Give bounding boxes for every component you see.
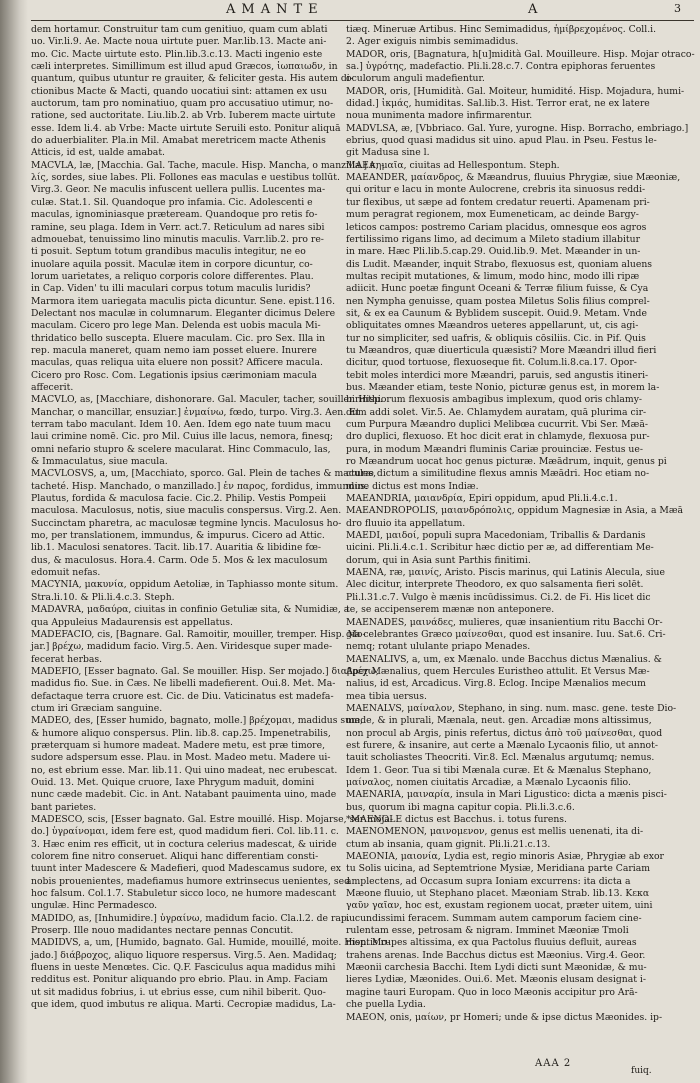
- text-line: dis Ludit. Mæander, inquit Strabo, flexuosus est, quoniam aluens: [346, 258, 653, 270]
- text-line: maculas, ignominiasque præteream. Quandoque pro retis fo-: [31, 209, 318, 221]
- text-line: MADEFACIO, cis, [Bagnare. Gal. Ramoitir, mouiller, tremper. Hisp. Mo-: [31, 628, 366, 640]
- text-line: maculosa. Maculosus, notis, siue maculis conspersus. Virg.2. Aen.: [31, 505, 342, 517]
- text-line: dicitur, quod tortuose, flexuoseque fit. Colum.li.8.ca.17. Opor-: [346, 357, 637, 369]
- text-line: fertilissimo rigans limo, ad decimum a Mileto stadium illabitur: [346, 233, 641, 245]
- signature-mark: AAA 2: [535, 1058, 572, 1069]
- text-line: amplectens, ad Occasum supra Ioniam excurrens: ita dicta a: [346, 875, 631, 887]
- text-line: omni nefario stupro & scelere macularat. Hinc Commaculo, las,: [31, 443, 331, 455]
- text-line: MADOR, oris, [Bagnatura, h[u]midità Gal. Mouilleure. Hisp. Mojar otraco-: [346, 48, 695, 60]
- text-line: trahens arenas. Inde Bacchus dictus est Mæonius. Virg.4. Geor.: [346, 949, 646, 961]
- text-line: tur flexibus, ut sæpe ad fontem credatur reuerti. Apamenam pri-: [346, 196, 650, 208]
- text-line: madidus fio. Sue. in Cæs. Ne libelli madefierent. Oui.8. Met. Ma-: [31, 678, 336, 690]
- text-line: MACVLOSVS, a, um, [Macchiato, sporco. Gal. Plein de taches & macules,: [31, 468, 377, 480]
- text-line: tebit moles interdici more Mæandri, paruis, sed angustis itineri-: [346, 369, 649, 381]
- text-line: noua munimenta madore infirmarentur.: [346, 110, 533, 122]
- text-line: MADOR, oris, [Humidità. Gal. Moiteur, humidité. Hisp. Mojadura, humi-: [346, 85, 685, 97]
- text-line: MAENOMENON, μαινομενον, genus est mellis uenenati, ita di-: [346, 826, 644, 838]
- text-line: nemq; rotant ululante priapo Menades.: [346, 641, 531, 653]
- text-line: 3. Hæc enim res efficit, ut in coctura celerius madescat, & uiride: [31, 838, 337, 850]
- text-line: redditus est. Ponitur aliquando pro ebrio. Plau. in Amp. Faciam: [31, 974, 328, 986]
- text-line: Mæonii carchesia Bacchi. Item Lydi dicti sunt Mæonidæ, & mu-: [346, 962, 647, 974]
- text-line: Atticis, id est, ualde amabat.: [31, 147, 165, 159]
- text-line: MAEANDROPOLIS, μαιανδρόπολις, oppidum Magnesiæ in Asia, a Mæā: [346, 505, 684, 517]
- text-line: MAENADES, μαινάδες, mulieres, quæ insanientium ritu Bacchi Or-: [346, 616, 663, 628]
- text-line: MAEONIA, μαιονία, Lydia est, regio minoris Asiæ, Phrygiæ ab exor: [346, 851, 664, 863]
- text-line: in mare. Hæc Pli.lib.5.cap.29. Ouid.lib.9. Met. Mæander in un-: [346, 246, 641, 258]
- text-line: ratione, sed auctoritate. Liu.lib.2. ab Vrb. Iuberem macte uirtute: [31, 110, 336, 122]
- text-line: lieres Lydiæ, Mæonides. Oui.6. Met. Mæonis elusam designat i-: [346, 974, 646, 986]
- text-line: didad.] ἰκμάς, humiditas. Sal.lib.3. Hist. Terror erat, ne ex latere: [346, 98, 650, 110]
- text-line: colorem fine nitro conseruet. Aliqui hanc differentiam consti-: [31, 851, 319, 863]
- text-line: hoc falsum. Col.1.7. Stabuletur sicco loco, ne humore madescant: [31, 888, 336, 900]
- text-line: MAEON, onis, μαίων, pr Homeri; unde & ipse dictus Mæonides. ip-: [346, 1011, 663, 1023]
- text-line: te, se accipenserem mænæ non anteponere.: [346, 604, 555, 616]
- text-line: pura, in modum Mæandri fluminis Cariæ prouinciæ. Festus ue-: [346, 443, 643, 455]
- text-line: leticos campos: postremo Cariam placidus, omnesque eos agros: [346, 221, 647, 233]
- text-line: bus, quorum ibi magna capitur copia. Pli.li.3.c.6.: [346, 801, 575, 813]
- gutter-shadow: [0, 0, 28, 1083]
- text-line: jado.] διάβροχος, aliquo liquore respersus. Virg.5. Aen. Madidaq;: [31, 949, 337, 961]
- text-line: præterquam si humore madeat. Madere metu, est præ timore,: [31, 739, 326, 751]
- text-line: uo. Vir.li.9. Ae. Macte noua uirtute puer. Mar.lib.13. Macte ani-: [31, 36, 327, 48]
- text-line: oculorum anguli madefientur.: [346, 73, 485, 85]
- text-line: affecerit.: [31, 381, 74, 393]
- text-line: gia celebrantes Græco μαίνεσθαι, quod est insanire. Iuu. Sat.6. Cri-: [346, 628, 666, 640]
- text-line: no, est ebrium esse. Mar. lib.11. Qui uino madeat, nec erubescat.: [31, 764, 338, 776]
- text-line: tu Solis uicina, ad Septemtrione Mysiæ, Meridiana parte Cariam: [346, 863, 650, 875]
- text-line: ctum ab insania, quam gignit. Pli.li.21.c.13.: [346, 838, 551, 850]
- text-line: git Madusa sine l.: [346, 147, 430, 159]
- text-line: MADIDO, as, [Inhumidire.] ὑγραίνω, madidum facio. Cla.l.2. de rap.: [31, 912, 350, 924]
- text-line: ebrius, quod quasi madidus sit uino. apud Plau. in Pseu. Festus le-: [346, 135, 657, 147]
- text-line: MAENARIA, μαιναρία, insula in Mari Ligustico: dicta a mænis pisci-: [346, 789, 667, 801]
- text-line: Cicero pro Rosc. Com. Legationis ipsius cærimoniam macula: [31, 369, 317, 381]
- text-line: Mæone fluuio, ut Stephano placet. Mæoniam Strab. lib.13. Κεκα: [346, 888, 650, 900]
- text-line: ctum iri Græciam sanguine.: [31, 702, 163, 714]
- text-line: fecerat herbas.: [31, 653, 103, 665]
- text-line: esse. Idem li.4. ab Vrbe: Macte uirtute Seruili esto. Ponitur aliquā: [31, 122, 341, 134]
- text-line: rep. macula maneret, quam nemo iam posset eluere. Inurere: [31, 344, 317, 356]
- text-line: dro duplici, flexuoso. Et hoc dicit erat in chlamyde, flexuosa pur-: [346, 431, 650, 443]
- text-line: MADEO, des, [Esser humido, bagnato, molle.] βρέχομαι, madidus sum,: [31, 715, 363, 727]
- text-line: Stra.li.10. & Pli.li.4.c.3. Steph.: [31, 591, 175, 603]
- text-line: tiæq. Mineruæ Artibus. Hinc Semimadidus, ἡμίβρεχομένος. Coll.i.: [346, 24, 657, 35]
- text-line: dum addi solet. Vir.5. Ae. Chlamydem auratam, quā plurima cir-: [346, 406, 647, 418]
- text-line: MAEANDER, μαίανδρος, & Mæandrus, fluuius Phrygiæ, siue Mæoniæ,: [346, 172, 681, 184]
- text-line: Manchar, o mancillar, ensuziar.] ἐνμαίνω, fœdo, turpo. Virg.3. Aen. Et: [31, 406, 360, 418]
- text-line: 2. Ager exiguis nimbis semimadidus.: [346, 36, 519, 48]
- text-line: qui oritur e lacu in monte Aulocrene, crebris ita sinuosus reddi-: [346, 184, 646, 196]
- text-line: & humore aliquo conspersus. Plin. lib.8. cap.25. Impenetrabilis,: [31, 727, 331, 739]
- text-line: qua Appuleius Madaurensis est appellatus.: [31, 616, 233, 628]
- text-line: ctionibus Macte & Macti, quando uocatiui sint: attamen ex usu: [31, 85, 327, 97]
- text-line: Virg.3. Geor. Ne maculis infuscent uellera pullis. Lucentes ma-: [31, 184, 326, 196]
- text-line: mo, per translationem, immundus, & impurus. Cicero ad Attic.: [31, 530, 325, 542]
- text-line: Succinctam pharetra, ac maculosæ tegmine lyncis. Maculosus ho-: [31, 517, 342, 529]
- text-line: MADESCO, scis, [Esser bagnato. Gal. Estre mouillé. Hisp. Mojarse, ser moja-: [31, 814, 393, 825]
- text-line: tu Mæandros, quæ diuerticula quæsisti? More Mæandri illud fieri: [346, 344, 657, 356]
- page-number: 3: [674, 2, 681, 15]
- text-line: MAENALVS, μαίναλον, Stephano, in sing. num. masc. gene. teste Dio-: [346, 702, 677, 714]
- text-line: nalius, id est, Arcadicus. Virg.8. Eclog. Incipe Mænalios mecum: [346, 678, 646, 690]
- text-line: obliquitates omnes Mæandros ueteres appellarunt, ut, cis agi-: [346, 320, 639, 332]
- text-line: mea tibia uersus.: [346, 690, 427, 702]
- text-line: thridatico bello suscepta. Eluere maculam. Cic. pro Sex. Illa in: [31, 332, 326, 344]
- text-line: ro Mæandrum uocat hoc genus picturæ. Mæādrum, inquit, genus pi: [346, 456, 667, 468]
- text-line: dus, & maculosus. Hora.4. Carm. Ode 5. Mos & lex maculosum: [31, 554, 328, 566]
- text-line: ti posuit. Septum totum grandibus maculis integitur, ne eo: [31, 246, 306, 258]
- text-line: μαίναλος, nomen ciuitatis Arcadiæ, a Mænalo Lycaonis filio.: [346, 776, 631, 788]
- text-line: MACYNIA, μακυνία, oppidum Aetoliæ, in Taphiasso monte situm.: [31, 579, 339, 591]
- text-line: cturæ dictum a similitudine flexus amnis Mæādri. Hoc etiam no-: [346, 468, 650, 480]
- text-line: Marmora item uariegata maculis picta dicuntur. Sene. epist.116.: [31, 295, 336, 307]
- text-line: *MAENOLE dictus est Bacchus. i. totus furens.: [346, 814, 567, 825]
- text-line: nen Nympha genuisse, quam postea Miletus Solis filius comprel-: [346, 295, 650, 307]
- text-line: MADEFIO, [Esser bagnato. Gal. Se mouiller. Hisp. Ser mojado.] διαβρέχω,: [31, 665, 379, 677]
- text-line: montis rupes altissima, ex qua Pactolus fluuius defluit, aureas: [346, 937, 637, 949]
- text-line: bus. Mæander etiam, teste Nonio, picturæ genus est, in morem la-: [346, 381, 660, 393]
- text-line: mine dictus est mons Indiæ.: [346, 480, 479, 492]
- text-line: cum Purpura Mæandro duplici Melibœa cucurrit. Vbi Ser. Mæā-: [346, 419, 648, 430]
- text-line: sit, & ex ea Caunum & Byblidem suscepit. Ouid.9. Metam. Vnde: [346, 307, 647, 319]
- text-line: MAEA, μαῖα, ciuitas ad Hellespontum. Steph.: [346, 159, 560, 171]
- text-line: MAENALIVS, a, um, ex Mænalo. unde Bacchus dictus Mænalius. &: [346, 653, 662, 665]
- text-line: dem hortamur. Construitur tam cum genitiuo, quam cum ablati: [31, 24, 328, 35]
- text-line: iucundissimi feracem. Summam autem camporum faciem cine-: [346, 912, 642, 924]
- text-line: MAEANDRIA, μαιανδρία, Epiri oppidum, apud Pli.li.4.c.1.: [346, 493, 618, 505]
- text-line: ungulæ. Hinc Permadesco.: [31, 900, 158, 912]
- text-line: Proserp. Ille nouo madidantes nectare pennas Concutit.: [31, 925, 294, 937]
- running-header: [0, 2, 700, 20]
- text-line: non procul ab Argis, pinis refertus, dictus ἀπὸ τοῦ μαίνεσθαι, quod: [346, 727, 663, 739]
- text-line: tuunt inter Madescere & Madefieri, quod Madescamus sudore, ex: [31, 863, 342, 875]
- text-line: mum peragrat regionem, mox Eumeneticam, ac deinde Bargy-: [346, 209, 639, 221]
- text-line: sudore adspersum esse. Plau. in Most. Madeo metu. Madere ui-: [31, 752, 331, 764]
- text-line: laui crimine nomē. Cic. pro Mil. Cuius ille lacus, nemora, finesq;: [31, 431, 334, 443]
- text-line: ramine, seu plaga. Idem in Verr. act.7. Reticulum ad nares sibi: [31, 221, 325, 233]
- text-line: MADVLSA, æ, [Vbbriaco. Gal. Yure, yurogne. Hisp. Borracho, embriago.]: [346, 122, 689, 134]
- text-line: maculas, quas reliqua uita eluere non possit? Afficere macula.: [31, 357, 323, 369]
- text-line: magine tauri Europam. Quo in loco Mæonis accipitur pro Arā-: [346, 986, 638, 998]
- text-line: jar.] βρέχω, madidum facio. Virg.5. Aen. Viridesque super made-: [31, 641, 333, 653]
- text-line: quantum, quibus utuntur re grauiter, & feliciter gesta. His autem di-: [31, 73, 353, 85]
- text-line: ut sit madidus fobrius, i. ut ebrius esse, cum nihil biberit. Quo-: [31, 986, 326, 998]
- text-line: tauit scholiastes Theocriti. Vir.8. Ecl. Mænalus argutumq; nemus.: [346, 752, 655, 764]
- text-line: do.] ὑγραίνομαι, idem fere est, quod madidum fieri. Col. lib.11. c.: [31, 826, 339, 838]
- text-line: Alec dicitur, interprete Theodoro, ex quo salsamenta fieri solēt.: [346, 579, 644, 591]
- text-line: Delectant nos maculæ in columnarum. Eleganter dicimus Delere: [31, 307, 336, 319]
- text-line: mo. Cic. Macte uirtute esto. Plin.lib.3.c.13. Macti ingenio este: [31, 48, 323, 60]
- text-line: admouebat, tenuissimo lino minutis maculis. Varr.lib.2. pro re-: [31, 233, 324, 245]
- text-line: MAENA, ræ, μαινίς, Aristo. Piscis marinus, qui Latinis Alecula, siue: [346, 567, 665, 579]
- text-line: MACVLO, as, [Macchiare, dishonorare. Gal. Maculer, tacher, souiller. Hisp.: [31, 394, 383, 406]
- right-column: [346, 24, 695, 1024]
- text-line: MADAVRA, μαδαύρα, ciuitas in confinio Getuliæ sita, & Numidiæ, a: [31, 604, 350, 616]
- text-line: nunc cæde madebit. Cic. in Ant. Natabant pauimenta uino, made: [31, 789, 337, 801]
- text-line: adiicit. Hunc poetæ fingunt Oceani & Terræ filium fuisse, & Cya: [346, 283, 649, 295]
- text-line: maculam. Cicero pro lege Man. Delenda est uobis macula Mi-: [31, 320, 321, 332]
- text-line: rulentam esse, petrosam & nigram. Imminet Mæoniæ Tmoli: [346, 925, 629, 937]
- header-left: AMANTE: [226, 2, 324, 17]
- text-line: tacheté. Hisp. Manchado, o manzillado.] ἐν παρος, fordidus, immundus.: [31, 480, 368, 492]
- text-line: nobis prouenientes, madefiamus humore extrinsecus uenientes, sed: [31, 875, 351, 887]
- text-line: & Immaculatus, siue macula.: [31, 456, 168, 468]
- text-line: MAEDI, μαιδοί, populi supra Macedoniam, Triballis & Dardanis: [346, 530, 646, 542]
- text-line: culæ. Stat.1. Sil. Quandoque pro infamia. Cic. Adolescenti e: [31, 196, 313, 208]
- text-line: Idem 1. Geor. Tua si tibi Mænala curæ. Et & Mænalus Stephano,: [346, 764, 652, 776]
- catchword: fuiq.: [631, 1066, 652, 1076]
- text-line: est furere, & insanire, aut certe a Mænalo Lycaonis filio, ut annot-: [346, 739, 658, 751]
- header-right: A: [528, 2, 544, 17]
- text-line: do aduerbialiter. Pla.in Mil. Amabat meretricem macte Athenis: [31, 135, 326, 147]
- text-line: lib.1. Maculosi senatores. Tacit. lib.17. Auaritia & libidine fœ-: [31, 542, 322, 554]
- text-line: lorum uarietates, a reliquo corporis colore differentes. Plau.: [31, 270, 314, 282]
- text-line: MACVLA, læ, [Macchia. Gal. Tache, macule. Hisp. Mancha, o manzilla.] κη-: [31, 159, 385, 171]
- text-line: fluens in ueste Menœtes. Cic. Q.F. Fasciculus aqua madidus mihi: [31, 962, 336, 974]
- text-line: multas recipit mutationes, & limum, modo hinc, modo illi ripæ: [346, 270, 640, 282]
- text-line: sa.] ὑγρότης, madefactio. Pli.li.28.c.7. Contra epiphoras feruentes: [346, 61, 656, 73]
- text-line: γαῦν γαῖαν, hoc est, exustam regionem uocat, præter uitem, uini: [346, 900, 653, 912]
- text-line: che puella Lydia.: [346, 999, 426, 1011]
- header-rule: [31, 20, 694, 21]
- text-line: MADIDVS, a, um, [Humido, bagnato. Gal. Humide, mouillé, moite. Hisp. Mo-: [31, 937, 391, 949]
- text-line: birinthiorum flexuosis ambagibus implexum, quod oris chlamy-: [346, 394, 643, 406]
- text-line: Ouid. 13. Met. Quique cruore, Iaxe Phrygum maduit, domini: [31, 776, 315, 788]
- text-line: Plautus, fordida & maculosa facie. Cic.2. Philip. Vestis Pompeii: [31, 493, 327, 505]
- text-line: uicini. Pli.li.4.c.1. Scribitur hæc dictio per æ, ad differentiam Me-: [346, 542, 654, 554]
- text-line: dro fluuio ita appellatum.: [346, 517, 466, 529]
- text-line: defactaque terra cruore est. Cic. de Diu. Vaticinatus est madefa-: [31, 690, 334, 702]
- text-line: in Cap. Viden' tu illi maculari corpus totum maculis luridis?: [31, 283, 311, 295]
- text-line: edomuit nefas.: [31, 567, 101, 579]
- text-line: inuolare aquila possit. Maculæ item in corpore dicuntur, co-: [31, 258, 313, 270]
- text-line: cæli interpretes. Simillimum est illud apud Græcos, ἰωπαιωδν, in: [31, 61, 338, 73]
- text-line: auctorum, tam pro nominatiuo, quam pro accusatiuo utimur, no-: [31, 98, 334, 110]
- text-line: terram tabo maculant. Idem 10. Aen. Idem ego nate tuum macu: [31, 419, 331, 430]
- text-line: que idem, quod imbutus re aliqua. Marti. Cecropiæ madidus, La-: [31, 999, 336, 1011]
- text-line: Aper Mænalius, quem Hercules Euristheo attulit. Et Versus Mæ-: [346, 665, 650, 677]
- text-line: tur no simpliciter, sed uafris, & obliquis cōsiliis. Cic. in Pif. Quis: [346, 332, 646, 344]
- text-line: bant parietes.: [31, 801, 97, 813]
- text-line: dorum, qui in Asia sunt Parthis finitimi.: [346, 554, 531, 566]
- text-line: λίς, sordes, siue labes. Pli. Follones eas maculas e uestibus tollūt.: [31, 172, 340, 184]
- text-line: Pli.l.31.c.7. Vulgo è mænis incūdissimus. Ci.2. de Fi. His licet dic: [346, 591, 651, 603]
- text-line: mede, & in plurali, Mænala, neut. gen. Arcadiæ mons altissimus,: [346, 715, 652, 727]
